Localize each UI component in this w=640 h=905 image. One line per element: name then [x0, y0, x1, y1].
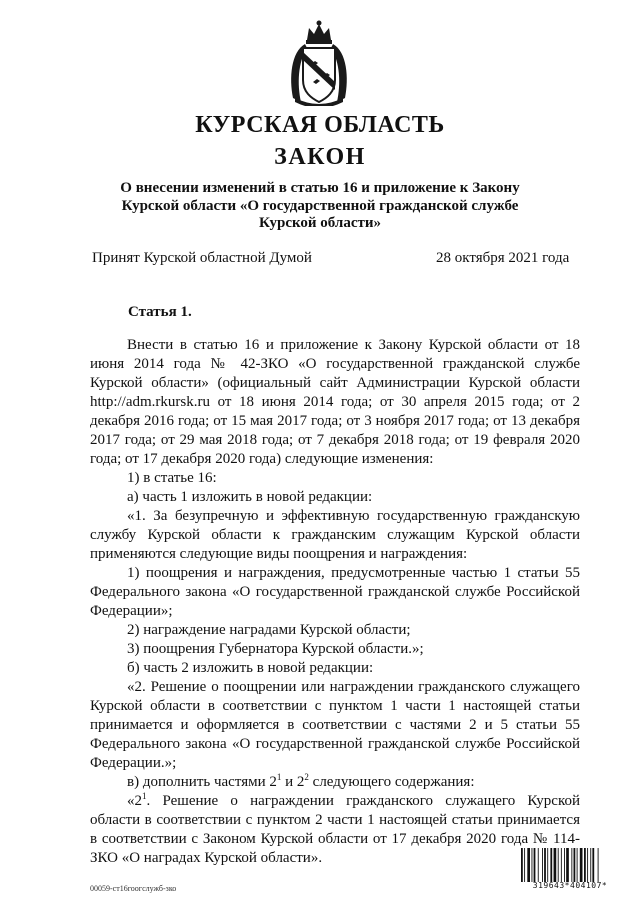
text-segment: и 2	[281, 774, 305, 790]
paragraph: 2) награждение наградами Курской области;	[127, 622, 411, 638]
paragraph: Внести в статью 16 и приложение к Закону Курской области от 18 июня 2014 года № 42-ЗКО «О государственной гражданской службе Курской области» (официальный сайт Администрации Курской области http://adm.rkursk.ru от 18 июня 2014 года; от 30 апреля 2015 года; от 2 декабря 2016 года; от 15 мая 2017 года; от 3 ноября 2017 года; от 13 декабря 2017 года; от 29 мая 2018 года; от 7 декабря 2018 года; от 19 февраля 2020 года; от 17 декабря 2020 года) следующие изменения:	[90, 337, 580, 467]
text-segment: «2	[127, 793, 142, 809]
paragraph: 3) поощрения Губернатора Курской области.»;	[127, 641, 424, 657]
paragraph: б) часть 2 изложить в новой редакции:	[127, 660, 374, 676]
article-title: Статья 1.	[128, 304, 192, 320]
article-body	[90, 336, 580, 868]
document-type-title: ЗАКОН	[274, 144, 366, 170]
superscript: 1	[142, 791, 147, 801]
paragraph: а) часть 1 изложить в новой редакции:	[127, 489, 373, 505]
text-segment: следующего содержания:	[308, 774, 475, 790]
superscript: 1	[276, 772, 282, 782]
paragraph: «1. За безупречную и эффективную государственную гражданскую службу Курской области к гражданским служащим Курской области применяются следующие виды поощрения и награждения:	[90, 508, 580, 562]
superscript: 2	[304, 772, 309, 782]
text-segment: в) дополнить частями 2	[127, 774, 277, 790]
adoption-date: 28 октября 2021 года	[436, 250, 570, 266]
text-segment: . Решение о награждении гражданского служащего Курской области в соответствии с пунктом 2 части 1 настоящей статьи принимается в соответствии с Законом Курской области от 17 декабря 2020 года № 114-ЗКО «О наградах Курской области».	[90, 793, 580, 866]
region-title: КУРСКАЯ ОБЛАСТЬ	[195, 112, 445, 138]
paragraph: «2. Решение о поощрении или награждении гражданского служащего Курской области в соответствии с пунктом 1 части 1 настоящей статьи принимается и оформляется в соответствии с частями 2 и 5 статьи 55 Федерального закона «О государственной гражданской службе Российской Федерации.»;	[90, 679, 580, 771]
coat-of-arms-icon	[285, 18, 353, 106]
paragraph: 1) поощрения и награждения, предусмотренные частью 1 статьи 55 Федерального закона «О государственной гражданской службе Российской Федерации»;	[90, 565, 580, 619]
paragraph-part-2-1	[90, 792, 580, 868]
law-subtitle: О внесении изменений в статью 16 и приложение к Закону Курской области «О государственной гражданской службе Курской области»	[120, 180, 520, 231]
barcode-number: 319643*404107*	[532, 881, 608, 890]
adopted-by: Принят Курской областной Думой	[92, 250, 312, 266]
paragraph-add-parts	[90, 773, 580, 792]
file-code: 00059-ст16гоогслужб-зко	[90, 884, 177, 893]
paragraph: 1) в статье 16:	[127, 470, 217, 486]
barcode-icon	[520, 848, 620, 882]
